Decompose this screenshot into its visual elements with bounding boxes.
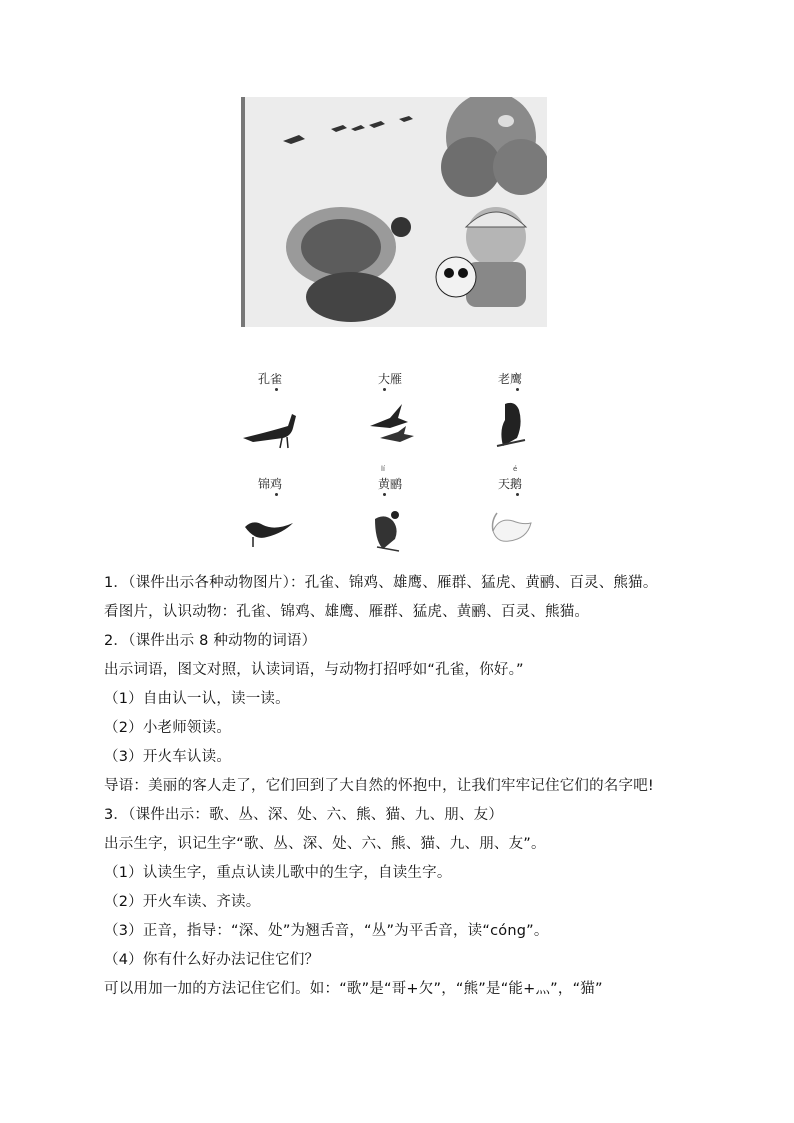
- animal-name: 黄鹂: [377, 477, 402, 491]
- text-line: （3）开火车认读。: [104, 749, 232, 765]
- animal-card: [335, 362, 445, 457]
- text-line: （3）正音，指导：“深、处”为翘舌音，“丛”为平舌音，读“cóng”。: [104, 923, 549, 939]
- animal-card: [215, 467, 325, 562]
- oriole-icon: [355, 501, 425, 556]
- animal-card: [335, 467, 445, 562]
- text-line: 1．（课件出示各种动物图片）：孔雀、锦鸡、雄鹰、雁群、猛虎、黄鹂、百灵、熊猫。: [104, 575, 658, 591]
- animal-word-grid: [205, 362, 590, 562]
- text-line: 2．（课件出示 8 种动物的词语）: [104, 633, 317, 649]
- text-line: （1）自由认一认，读一读。: [104, 691, 290, 707]
- stress-dot: [383, 493, 386, 496]
- stress-dot: [275, 388, 278, 391]
- animal-card: [455, 467, 565, 562]
- animal-name: 锦鸡: [257, 477, 282, 491]
- text-line: 3．（课件出示：歌、丛、深、处、六、熊、猫、九、朋、友）: [104, 807, 504, 823]
- text-line: 出示生字，识记生字“歌、丛、深、处、六、熊、猫、九、朋、友”。: [104, 836, 546, 852]
- text-line: 出示词语，图文对照，认读词语，与动物打招呼如“孔雀，你好。”: [104, 662, 524, 678]
- text-line: （2）开火车读、齐读。: [104, 894, 261, 910]
- animal-name: 老鹰: [497, 372, 522, 386]
- text-line: （1）认读生字，重点认读儿歌中的生字，自读生字。: [104, 865, 452, 881]
- animal-card: [215, 362, 325, 457]
- peacock-icon: [235, 396, 305, 451]
- stress-dot: [275, 493, 278, 496]
- stress-dot: [516, 493, 519, 496]
- pinyin-annotation: lí: [381, 465, 385, 473]
- text-line: （2）小老师领读。: [104, 720, 232, 736]
- stress-dot: [516, 388, 519, 391]
- text-line: 导语：美丽的客人走了，它们回到了大自然的怀抱中，让我们牢牢记住它们的名字吧!: [104, 778, 654, 794]
- text-line: 可以用加一加的方法记住它们。如：“歌”是“哥+欠”，“熊”是“能+灬”，“猫”: [104, 981, 603, 997]
- text-line: 看图片，认识动物：孔雀、锦鸡、雄鹰、雁群、猛虎、黄鹂、百灵、熊猫。: [104, 604, 590, 620]
- scene-illustration: [241, 97, 547, 327]
- wild-geese-icon: [355, 396, 425, 451]
- animal-name: 孔雀: [257, 372, 282, 386]
- pinyin-annotation: é: [513, 465, 518, 473]
- animal-card: [455, 362, 565, 457]
- animal-name: 天鹅: [497, 477, 522, 491]
- golden-pheasant-icon: [235, 501, 305, 556]
- eagle-icon: [475, 396, 545, 451]
- animal-name: 大雁: [377, 372, 402, 386]
- swan-icon: [475, 501, 545, 556]
- text-line: （4）你有什么好办法记住它们？: [104, 952, 320, 968]
- stress-dot: [383, 388, 386, 391]
